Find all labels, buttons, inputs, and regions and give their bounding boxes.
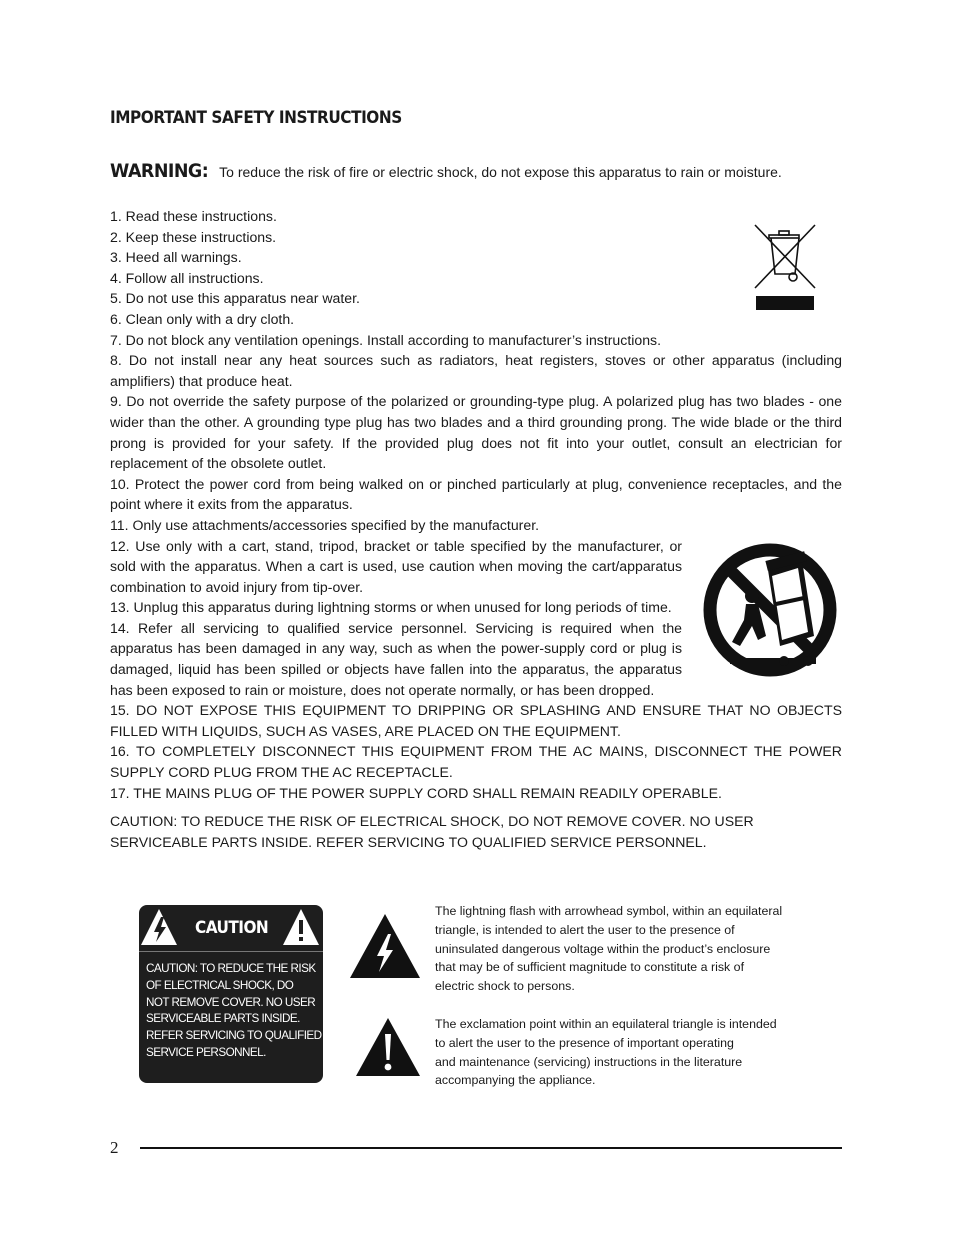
caution-box-line: SERVICEABLE PARTS INSIDE. [146,1012,300,1026]
instruction-item: 7. Do not block any ventilation openings. Install according to manufacturer’s instructions. [110,331,662,348]
caution-box-label: CAUTION [195,918,269,938]
description-line: triangle, is intended to alert the user to the presence of [435,922,735,937]
description-line: The lightning flash with arrowhead symbol, within an equilateral [435,904,783,918]
caution-box-divider [139,951,323,952]
caution-box-line: NOT REMOVE COVER. NO USER [146,995,316,1009]
warning-text: To reduce the risk of fire or electric shock, do not expose this apparatus to rain or moisture. [219,164,782,180]
instruction-item: 10. Protect the power cord from being walked on or pinched particularly at plug, convenience receptacles, and the point where it exits from the apparatus. [110,475,842,513]
instruction-item: 9. Do not override the safety purpose of the polarized or grounding-type plug. A polarized plug has two blades - one wider than the other. A grounding type plug has two blades and a third grounding prong. The wide blade or the third prong is provided for your safety. If the provided plug does not fit into your outlet, consult an electrician for replacement of the obsolete outlet. [110,393,842,472]
description-line: electric shock to persons. [435,979,575,994]
caution-box-line: CAUTION: TO REDUCE THE RISK [146,962,316,975]
lightning-triangle-icon [348,912,422,980]
instruction-item: 4. Follow all instructions. [110,269,264,286]
caution-box-line: REFER SERVICING TO QUALIFIED [146,1029,322,1043]
cart-tip-over-warning-icon [700,540,840,680]
instruction-item: 16. TO COMPLETELY DISCONNECT THIS EQUIPMENT FROM THE AC MAINS, DISCONNECT THE POWER SUPPLY CORD PLUG FROM THE AC RECEPTACLE. [110,743,842,781]
exclamation-triangle-icon [354,1016,422,1078]
description-line: uninsulated dangerous voltage within the product’s enclosure [435,941,771,956]
warning-statement [110,160,782,182]
instruction-item: 3. Heed all warnings. [110,249,242,266]
caution-box-text [146,961,322,1062]
caution-paragraph: CAUTION: TO REDUCE THE RISK OF ELECTRICAL SHOCK, DO NOT REMOVE COVER. NO USER SERVICEABLE PARTS INSIDE. REFER SERVICING TO QUALIFIED SERVICE PERSONNEL. [110,813,754,850]
footer-rule [140,1147,842,1149]
crossed-out-wheelie-bin-icon [752,222,818,314]
instruction-item: 1. Read these instructions. [110,208,277,224]
caution-label-box [139,905,323,1083]
instruction-item: 2. Keep these instructions. [110,228,277,245]
warning-label: WARNING: [110,160,209,182]
description-line: accompanying the appliance. [435,1073,596,1088]
instruction-item: 8. Do not install near any heat sources such as radiators, heat registers, stoves or other apparatus (including amplifiers) that produce heat. [110,352,842,389]
description-line: The exclamation point within an equilateral triangle is intended [435,1017,777,1031]
instruction-item: 13. Unplug this apparatus during lightning storms or when unused for long periods of time. [110,599,672,616]
exclamation-symbol-description [435,1015,805,1090]
description-line: to alert the user to the presence of important operating [435,1035,734,1050]
lightning-symbol-description [435,902,805,996]
caution-box-line: OF ELECTRICAL SHOCK, DO [146,978,294,992]
caution-box-line: SERVICE PERSONNEL. [146,1045,266,1059]
instruction-item: 17. THE MAINS PLUG OF THE POWER SUPPLY CORD SHALL REMAIN READILY OPERABLE. [110,784,722,801]
page-number: 2 [110,1138,119,1157]
instruction-item: 12. Use only with a cart, stand, tripod, bracket or table specified by the manufacturer, or sold with the apparatus. When a cart is used, use caution when moving the cart/apparatus combination to avoid injury from tip-over. [110,537,682,595]
description-line: and maintenance (servicing) instructions in the literature [435,1054,743,1069]
instruction-item: 15. DO NOT EXPOSE THIS EQUIPMENT TO DRIPPING OR SPLASHING AND ENSURE THAT NO OBJECTS FILLED WITH LIQUIDS, SUCH AS VASES, ARE PLACED ON THE EQUIPMENT. [110,702,842,739]
safety-instructions-list [110,206,842,803]
instruction-item: 11. Only use attachments/accessories specified by the manufacturer. [110,516,540,533]
instruction-item: 14. Refer all servicing to qualified service personnel. Servicing is required when the apparatus has been damaged in any way, such as when the power-supply cord or plug is damaged, liquid has been spilled or objects have fallen into the apparatus, the apparatus has been exposed to rain or moisture, does not operate normally, or has been dropped. [110,619,682,698]
description-line: that may be of sufficient magnitude to constitute a risk of [435,960,745,975]
page-title: IMPORTANT SAFETY INSTRUCTIONS [110,108,402,128]
instruction-item: 6. Clean only with a dry cloth. [110,310,295,327]
instruction-item: 5. Do not use this apparatus near water. [110,290,360,307]
